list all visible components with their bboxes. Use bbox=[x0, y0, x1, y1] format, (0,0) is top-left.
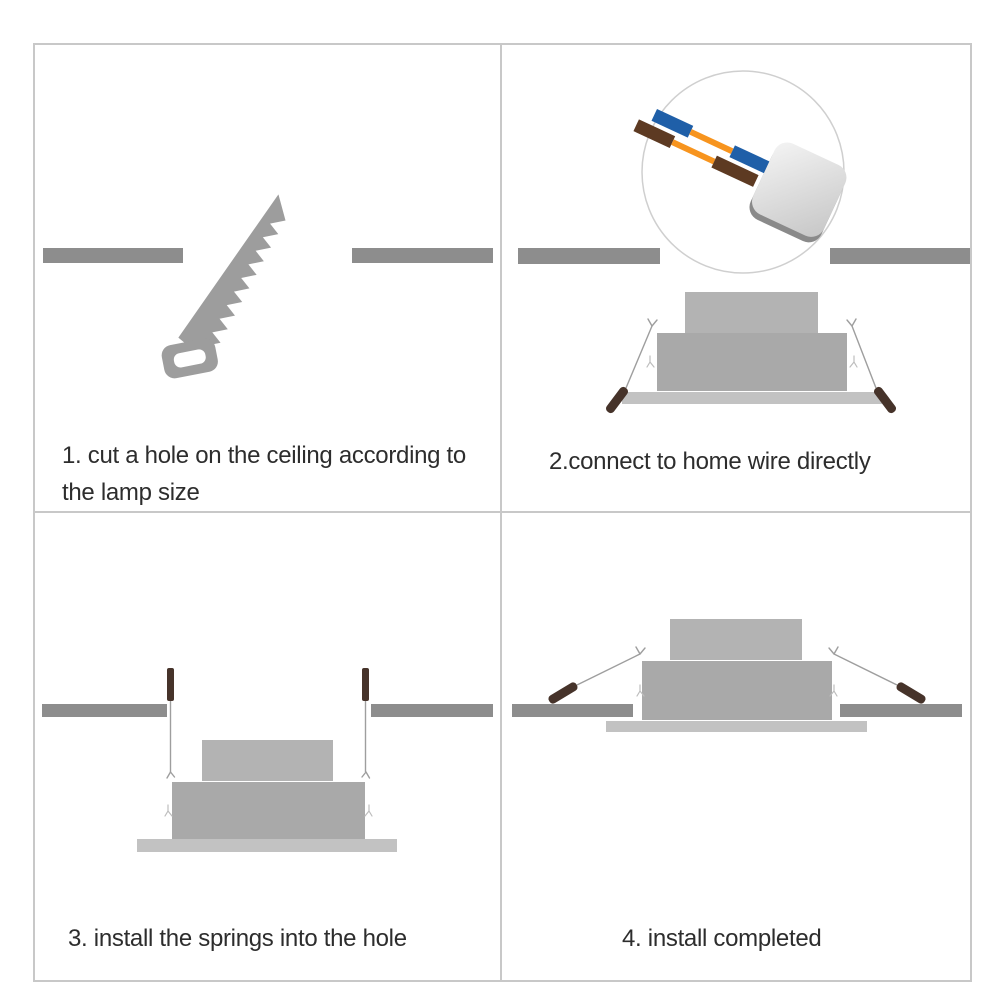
step-2-caption-line-1: 2.connect to home wire directly bbox=[549, 448, 871, 475]
step-1-caption bbox=[62, 437, 466, 511]
step-2-caption bbox=[549, 443, 871, 480]
step-4-caption-line-1: 4. install completed bbox=[622, 925, 822, 952]
step-1-caption-line-2: the lamp size bbox=[62, 479, 200, 506]
step-3-caption-line-1: 3. install the springs into the hole bbox=[68, 925, 407, 952]
step-3-caption bbox=[68, 920, 407, 957]
step-1-caption-line-1: 1. cut a hole on the ceiling according to bbox=[62, 442, 466, 469]
step-4-caption bbox=[622, 920, 821, 957]
grid-divider-horizontal bbox=[33, 511, 972, 513]
